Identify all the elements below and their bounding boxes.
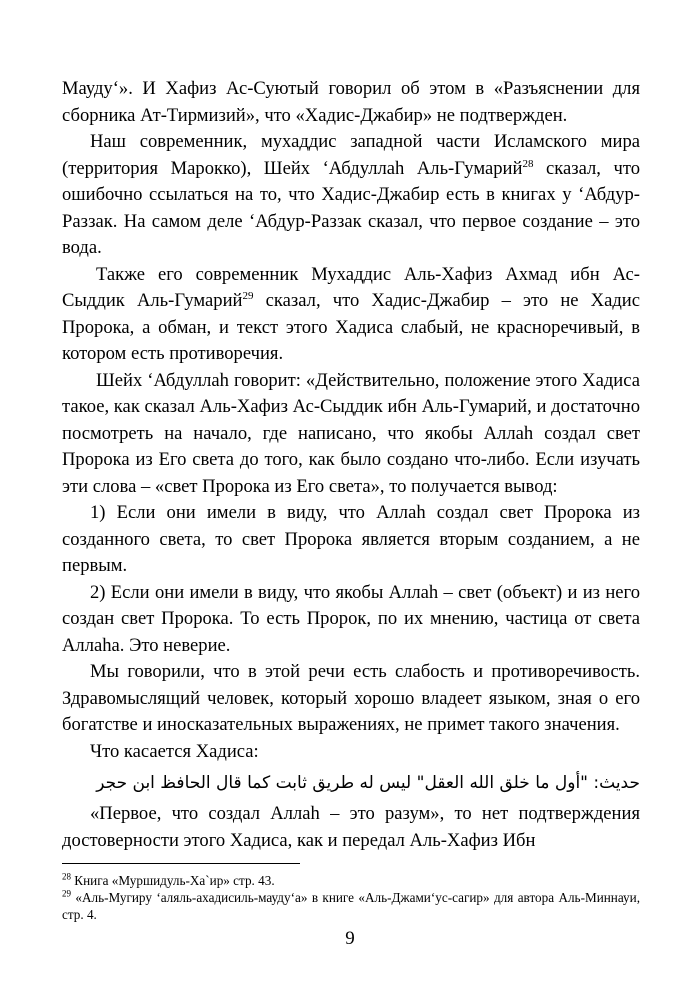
paragraph-text: Наш современник, мухаддис западной части Исламского мира (территория Марокко), Шейх ‘Абдуллаh Аль-Гумарий [62,131,640,179]
paragraph-text: сказал, что ошибочно ссылаться на то, что Хадис-Джабир есть в книгах у ‘Абдур-Раззак. На самом деле ‘Абдур-Раззак сказал, что первое создание – это вода. [62,157,640,258]
page-number: 9 [345,928,355,949]
paragraph: Шейх ‘Абдуллаh говорит: «Действительно, положение этого Хадиса такое, как сказал Аль-Хафиз Ас-Сыддик ибн Аль-Гумарий, и достаточно посмотреть на начало, где написано, что якобы Аллаh создал свет Пророка из Его света до того, как было создано что-либо. Если изучать эти слова – «свет Пророка из Его света», то получается вывод: [62,369,640,497]
list-item: 2) Если они имели в виду, что якобы Аллаh – свет (объект) и из него создан свет Пророка. То есть Пророк, по их мнению, частица от света Аллаhа. Это неверие. [62,581,640,656]
arabic-quote: حديث: "أول ما خلق الله العقل" ليس له طريق ثابت كما قال الحافظ ابن حجر [96,773,640,793]
footnote-ref: 29 [242,289,254,302]
paragraph: Мы говорили, что в этой речи есть слабость и противоречивость. Здравомыслящий человек, который хорошо владеет языком, зная о его богатстве и иносказательных выражениях, не примет такого значения. [62,661,640,735]
paragraph: «Первое, что создал Аллаh – это разум», то нет подтверждения достоверности этого Хадиса, как и передал Аль-Хафиз Ибн [62,803,640,851]
body-text [62,76,640,854]
footnote [62,872,640,889]
paragraph: Мауду‘». И Хафиз Ас-Суютый говорил об этом в «Разъяснении для сборника Ат-Тирмизий», что «Хадис-Джабир» не подтвержден. [62,78,640,126]
list-item: 1) Если они имели в виду, что Аллаh создал свет Пророка из созданного света, то свет Пророка является вторым созданием, а не первым. [62,502,640,576]
footnote-text: Книга «Муршидуль-Ха`ир» стр. 43. [74,873,275,888]
footnote-number: 29 [62,888,71,899]
paragraph: Что касается Хадиса: [90,740,259,762]
footnotes [62,872,640,923]
footnote [62,889,640,923]
paragraph-text: сказал, что Хадис-Джабир – это не Хадис Пророка, а обман, и текст этого Хадиса слабый, не красноречивый, в котором есть противоречия. [62,290,641,364]
paragraph [62,129,640,262]
footnote-number: 28 [62,871,71,882]
paragraph-text: Также его современник Мухаддис Аль-Хафиз Ахмад ибн Ас-Сыддик Аль-Гумарий [62,263,640,311]
footnote-divider [62,863,300,864]
footnote-ref: 28 [522,157,534,170]
footnote-text: «Аль-Мугиру ‘аляль-ахадисиль-мауду‘а» в книге «Аль-Джами‘ус-сагир» для автора Аль-Миннауи, стр. 4. [62,890,640,922]
paragraph [62,262,640,368]
